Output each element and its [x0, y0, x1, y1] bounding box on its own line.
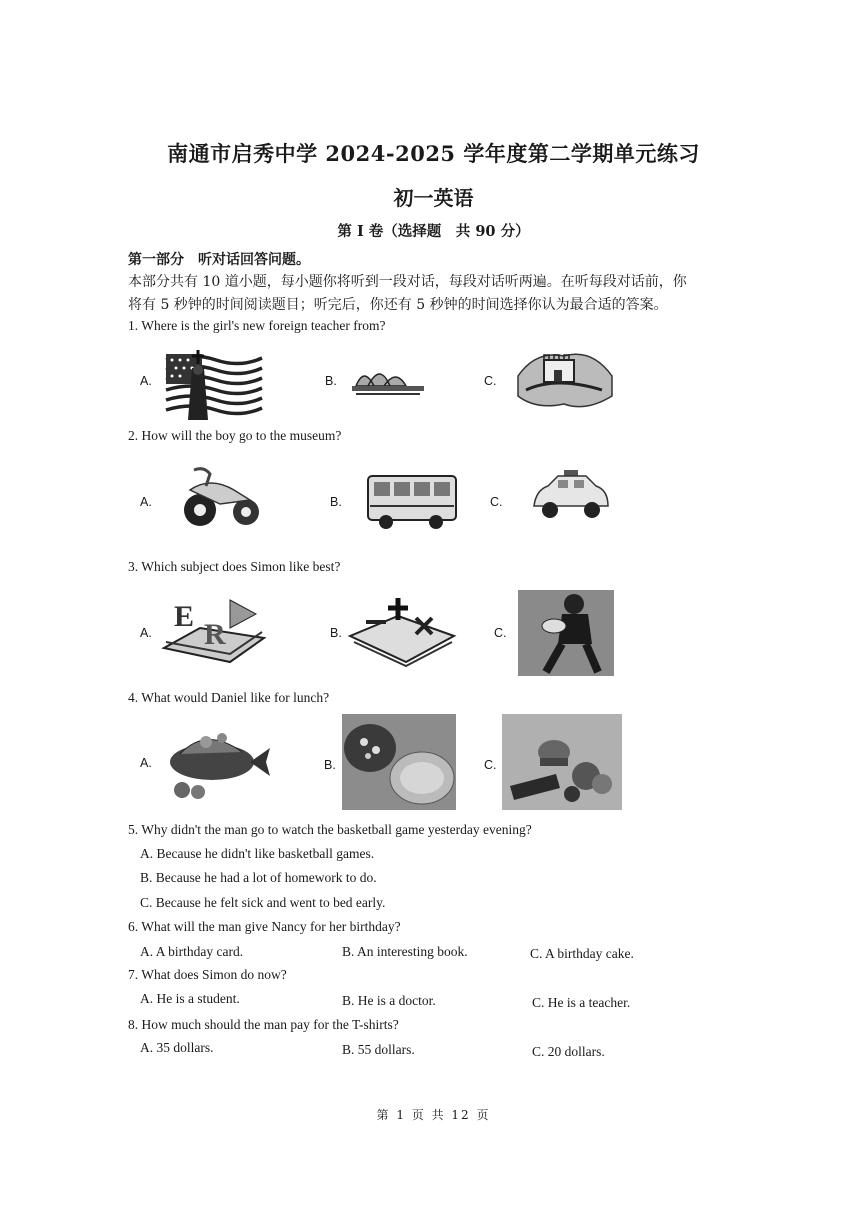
exam-subject: 初一英语 — [393, 186, 474, 210]
hamburger-meal-icon — [502, 714, 622, 810]
q4-option-c-label: C. — [484, 758, 497, 772]
q2-option-c-label: C. — [490, 495, 503, 509]
bus-icon — [364, 470, 460, 532]
section-heading: 第一部分 听对话回答问题。 — [128, 252, 310, 268]
us-flag-statue-of-liberty-icon — [162, 346, 266, 422]
section-instruction-2: 将有 5 秒钟的时间阅读题目；听完后，你还有 5 秒钟的时间选择你认为最合适的答案。 — [128, 297, 668, 313]
q7-option-a: A. He is a student. — [140, 991, 240, 1006]
q7-option-c: C. He is a teacher. — [532, 995, 631, 1010]
sydney-opera-house-icon — [350, 360, 426, 396]
question-7: 7. What does Simon do now? — [128, 967, 287, 982]
q3-option-b-label: B. — [330, 626, 342, 640]
q1-option-a-label: A. — [140, 374, 152, 388]
svg-text:E: E — [174, 600, 195, 633]
q2-option-a-label: A. — [140, 495, 152, 509]
rugby-player-icon — [518, 590, 614, 676]
motorbike-icon — [180, 464, 266, 530]
question-6: 6. What will the man give Nancy for her birthday? — [128, 919, 401, 934]
question-5: 5. Why didn't the man go to watch the basketball game yesterday evening? — [128, 822, 532, 837]
q5-option-c: C. Because he felt sick and went to bed early. — [140, 895, 386, 910]
dumplings-bowl-icon — [342, 714, 456, 810]
q7-option-b: B. He is a doctor. — [342, 993, 436, 1008]
q8-option-c: C. 20 dollars. — [532, 1044, 605, 1059]
q3-option-c-label: C. — [494, 626, 507, 640]
q4-option-b-label: B. — [324, 758, 336, 772]
exam-title: 南通市启秀中学 2024-2025 学年度第二学期单元练习 — [167, 141, 700, 166]
q4-option-a-label: A. — [140, 756, 152, 770]
q1-option-b-label: B. — [325, 374, 337, 388]
math-books-icon — [346, 596, 458, 668]
svg-text:R: R — [204, 618, 226, 651]
question-1: 1. Where is the girl's new foreign teacher from? — [128, 318, 386, 333]
q3-option-a-label: A. — [140, 626, 152, 640]
english-books-icon — [160, 594, 268, 666]
question-3: 3. Which subject does Simon like best? — [128, 559, 341, 574]
page-footer: 第 1 页 共 12 页 — [376, 1108, 491, 1122]
q6-option-c: C. A birthday cake. — [530, 946, 634, 961]
volume-title: 第 I 卷（选择题 共 90 分） — [337, 223, 530, 240]
fish-dish-icon — [166, 718, 272, 800]
q8-option-a: A. 35 dollars. — [140, 1040, 214, 1055]
q6-option-a: A. A birthday card. — [140, 944, 244, 959]
q5-option-b: B. Because he had a lot of homework to do. — [140, 870, 377, 885]
section-instruction-1: 本部分共有 10 道小题，每小题你将听到一段对话，每段对话听两遍。在听每段对话前，你 — [128, 274, 687, 290]
great-wall-icon — [516, 346, 614, 412]
q1-option-c-label: C. — [484, 374, 497, 388]
q6-option-b: B. An interesting book. — [342, 944, 468, 959]
question-8: 8. How much should the man pay for the T-shirts? — [128, 1017, 399, 1032]
question-2: 2. How will the boy go to the museum? — [128, 428, 342, 443]
q5-option-a: A. Because he didn't like basketball games. — [140, 846, 375, 861]
question-4: 4. What would Daniel like for lunch? — [128, 690, 330, 705]
q2-option-b-label: B. — [330, 495, 342, 509]
taxi-icon — [530, 468, 612, 526]
q8-option-b: B. 55 dollars. — [342, 1042, 415, 1057]
